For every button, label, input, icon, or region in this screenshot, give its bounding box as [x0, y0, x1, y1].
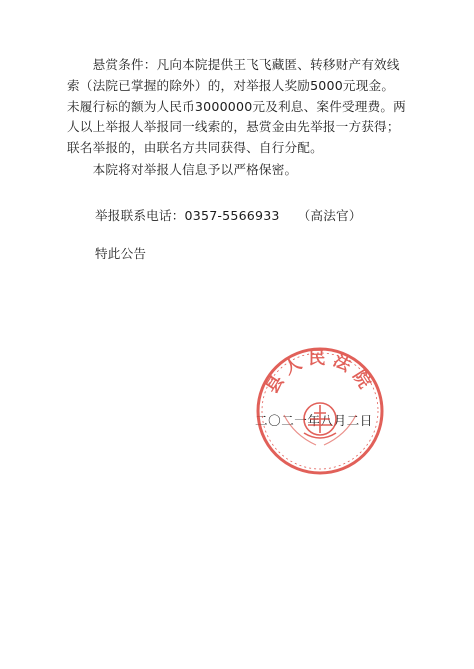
reward-line-2: 索（法院已掌握的除外）的，对举报人奖励5000元现金。 [67, 77, 395, 93]
contact-line [95, 205, 362, 224]
document-date: 二〇二一年八月二日 [255, 413, 373, 428]
reward-line-4: 人以上举报人举报同一线索的，悬赏金由先举报一方获得； [67, 119, 400, 135]
reward-line-5: 联名举报的，由联名方共同获得、自行分配。 [67, 140, 323, 156]
seal-text: 县人民法院 [262, 348, 378, 398]
reward-conditions-paragraph [67, 55, 412, 159]
reward-line-3: 未履行标的额为人民币3000000元及利息、案件受理费。两 [67, 98, 406, 114]
reward-line-1: 悬赏条件：凡向本院提供王飞飞藏匿、转移财产有效线 [67, 57, 400, 72]
notice-text: 特此公告 [95, 246, 147, 261]
contact-phone: 举报联系电话：0357-5566933 [95, 208, 280, 223]
confidentiality-paragraph [67, 160, 412, 181]
contact-person: （高法官） [297, 208, 362, 223]
seal-emblem-icon [304, 403, 336, 438]
svg-text:县人民法院 [262, 349, 378, 398]
court-seal [254, 345, 386, 477]
confidentiality-text: 本院将对举报人信息予以严格保密。 [67, 162, 298, 177]
